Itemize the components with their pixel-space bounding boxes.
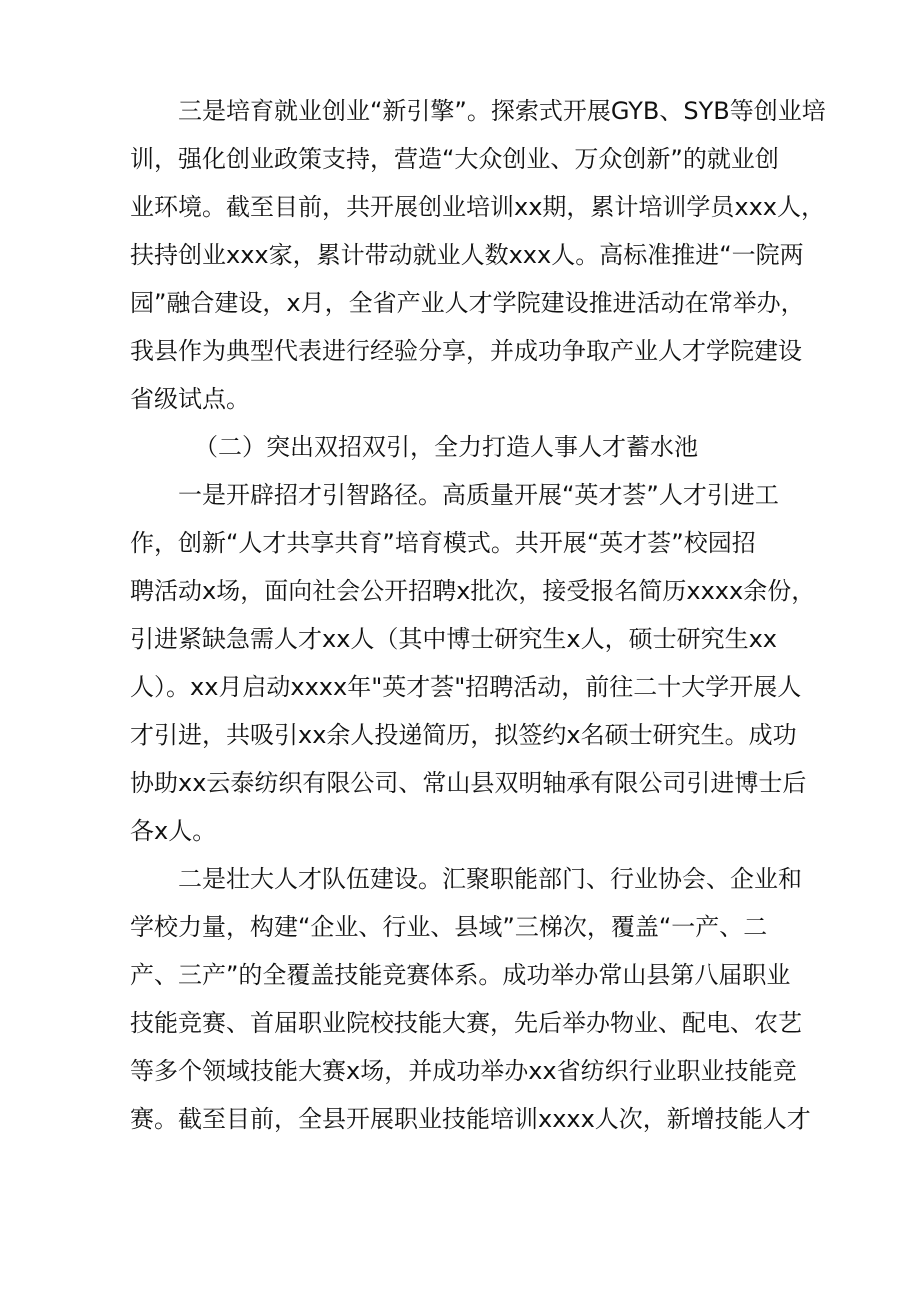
paragraph-line: 我县作为典型代表进行经验分享，并成功争取产业人才学院建设	[130, 337, 802, 365]
paragraph-line: 三是培育就业创业“新引擎”。探索式开展GYB、SYB等创业培	[178, 97, 826, 125]
paragraph-line: 一是开辟招才引智路径。高质量开展“英才荟”人才引进工	[178, 481, 779, 509]
paragraph-line: 省级试点。	[130, 385, 250, 413]
paragraph-line: 人）。xx月启动xxxx年"英才荟"招聘活动，前往二十大学开展人	[130, 673, 802, 701]
paragraph-line: 等多个领域技能大赛x场，并成功举办xx省纺织行业职业技能竞	[130, 1057, 797, 1085]
paragraph-line: 才引进，共吸引xx余人投递简历，拟签约x名硕士研究生。成功	[130, 721, 797, 749]
document-body	[130, 87, 826, 1143]
paragraph-line: 园”融合建设，x月，全省产业人才学院建设推进活动在常举办，	[130, 289, 805, 317]
paragraph-line: 扶持创业xxx家，累计带动就业人数xxx人。高标准推进“一院两	[130, 241, 804, 269]
paragraph-line: 引进紧缺急需人才xx人（其中博士研究生x人，硕士研究生xx	[130, 625, 778, 653]
paragraph-line: 学校力量，构建“企业、行业、县域”三梯次，覆盖“一产、二	[130, 913, 768, 941]
paragraph-line: 协助xx云泰纺织有限公司、常山县双明轴承有限公司引进博士后	[130, 769, 807, 797]
paragraph-line: 二是壮大人才队伍建设。汇聚职能部门、行业协会、企业和	[178, 865, 802, 893]
paragraph-line: 训，强化创业政策支持，营造“大众创业、万众创新”的就业创	[130, 145, 779, 173]
paragraph-line: 各x人。	[130, 817, 217, 845]
section-heading: （二）突出双招双引，全力打造人事人才蓄水池	[194, 433, 698, 461]
paragraph-line: 技能竞赛、首届职业院校技能大赛，先后举办物业、配电、农艺	[130, 1009, 802, 1037]
paragraph-line: 赛。截至目前，全县开展职业技能培训xxxx人次，新增技能人才	[130, 1105, 811, 1133]
paragraph-line: 业环境。截至目前，共开展创业培训xx期，累计培训学员xxx人，	[130, 193, 826, 221]
paragraph-line: 聘活动x场，面向社会公开招聘x批次，接受报名简历xxxx余份，	[130, 577, 816, 605]
paragraph-line: 作，创新“人才共享共育”培育模式。共开展“英才荟”校园招	[130, 529, 756, 557]
paragraph-line: 产、三产”的全覆盖技能竞赛体系。成功举办常山县第八届职业	[130, 961, 791, 989]
